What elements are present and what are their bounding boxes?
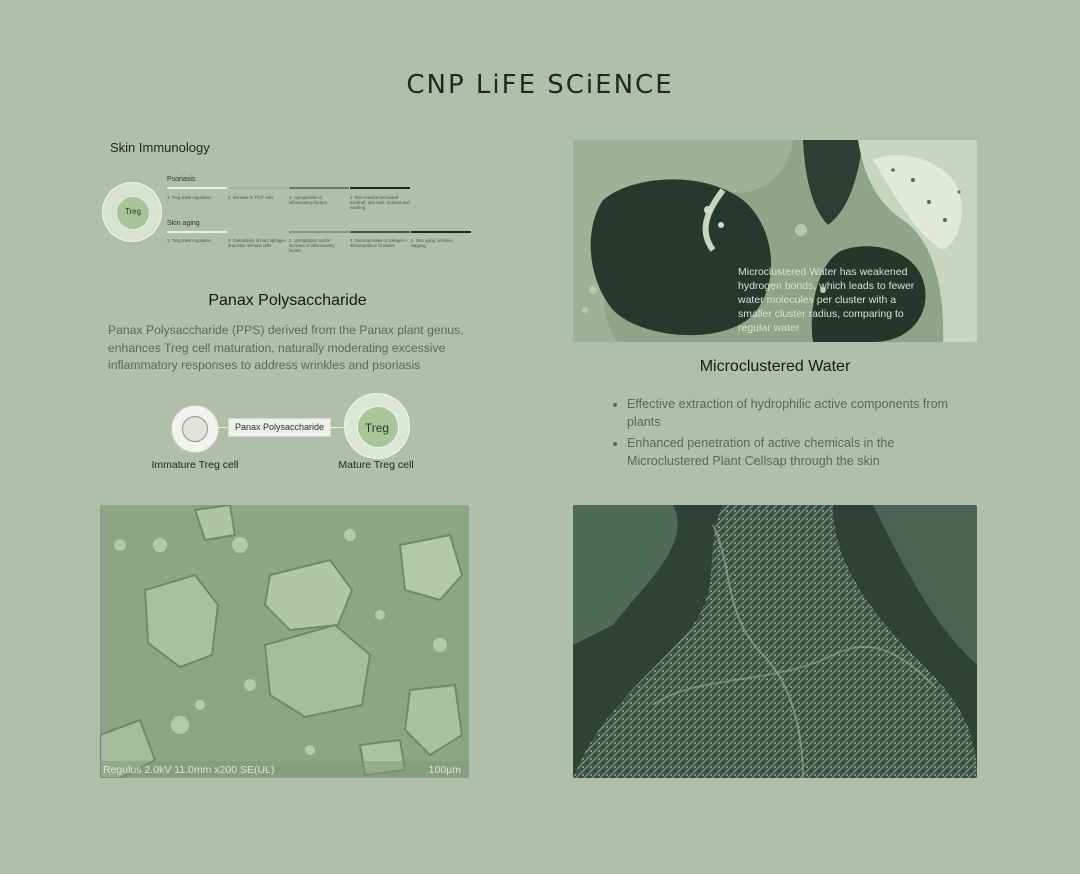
panax-heading: Panax Polysaccharide [208,292,367,309]
water-overlay-text: Microclustered Water has weakened hydrogen bonds, which leads to fewer water molecules per cluster with a smaller cluster radius, comparing to regular water [738,266,915,334]
mature-label: Mature Treg cell [338,459,414,471]
sem-scale-label: 100µm [428,764,461,776]
water-bullet-1: • Effective extraction of hydrophilic active components from plants [627,396,954,431]
panax-pill: Panax Polysaccharide [228,418,331,437]
psoriasis-step-2: 2. Increase in Th17 cells [228,195,274,200]
sem-texture-photo [573,505,977,778]
aging-step-5: 5. Skin aging, wrinkles, sagging [411,238,454,248]
panax-description: Panax Polysaccharide (PPS) derived from the Panax plant genus, enhances Treg cell maturation, naturally moderating excessive inflammatory responses to address wrinkles and psoriasis [108,323,464,372]
aging-step-3: 3. Upregulation and/or increase of inflammatory factors [289,238,335,253]
treg-label: Treg [124,207,142,216]
water-bullet-2: • Enhanced penetration of active chemicals in the Microclustered Plant Cellsap through the skin [627,435,954,470]
brand-logo: CNP LiFE SCiENCE [406,70,674,100]
skin-immunology-title: Skin Immunology [110,140,210,155]
sem-crystals-photo [100,505,469,778]
mature-treg-cell [344,393,410,459]
aging-step-4: 4. Decomposition of collagen + decomposition of elastin [350,238,408,248]
immature-treg-cell [171,405,219,453]
water-heading: Microclustered Water [699,358,851,375]
psoriasis-step-4: 4. Skin reaction increased dandruff, skin rash, redness and swelling [350,195,410,210]
treg-cell-diagram [102,182,162,242]
skin-aging-label: Skin aging [167,220,200,227]
aging-step-1: 1. Treg down regulation [167,238,211,243]
psoriasis-step-1: 1. Treg down regulation [167,195,211,200]
immature-label: Immature Treg cell [151,459,239,471]
psoriasis-step-3: 3. Upregulation of inflammatory factors [289,195,327,205]
aging-step-2: 2. Overactivity of macrophages and other immune cells [228,238,286,248]
sem-caption: Regulus 2.0kV 11.0mm x200 SE(UL) [103,764,275,776]
microclustered-water-photo [573,140,977,342]
water-bullet-list [609,396,954,474]
mature-treg-label: Treg [364,421,390,435]
psoriasis-label: Psoriasis [167,176,196,183]
